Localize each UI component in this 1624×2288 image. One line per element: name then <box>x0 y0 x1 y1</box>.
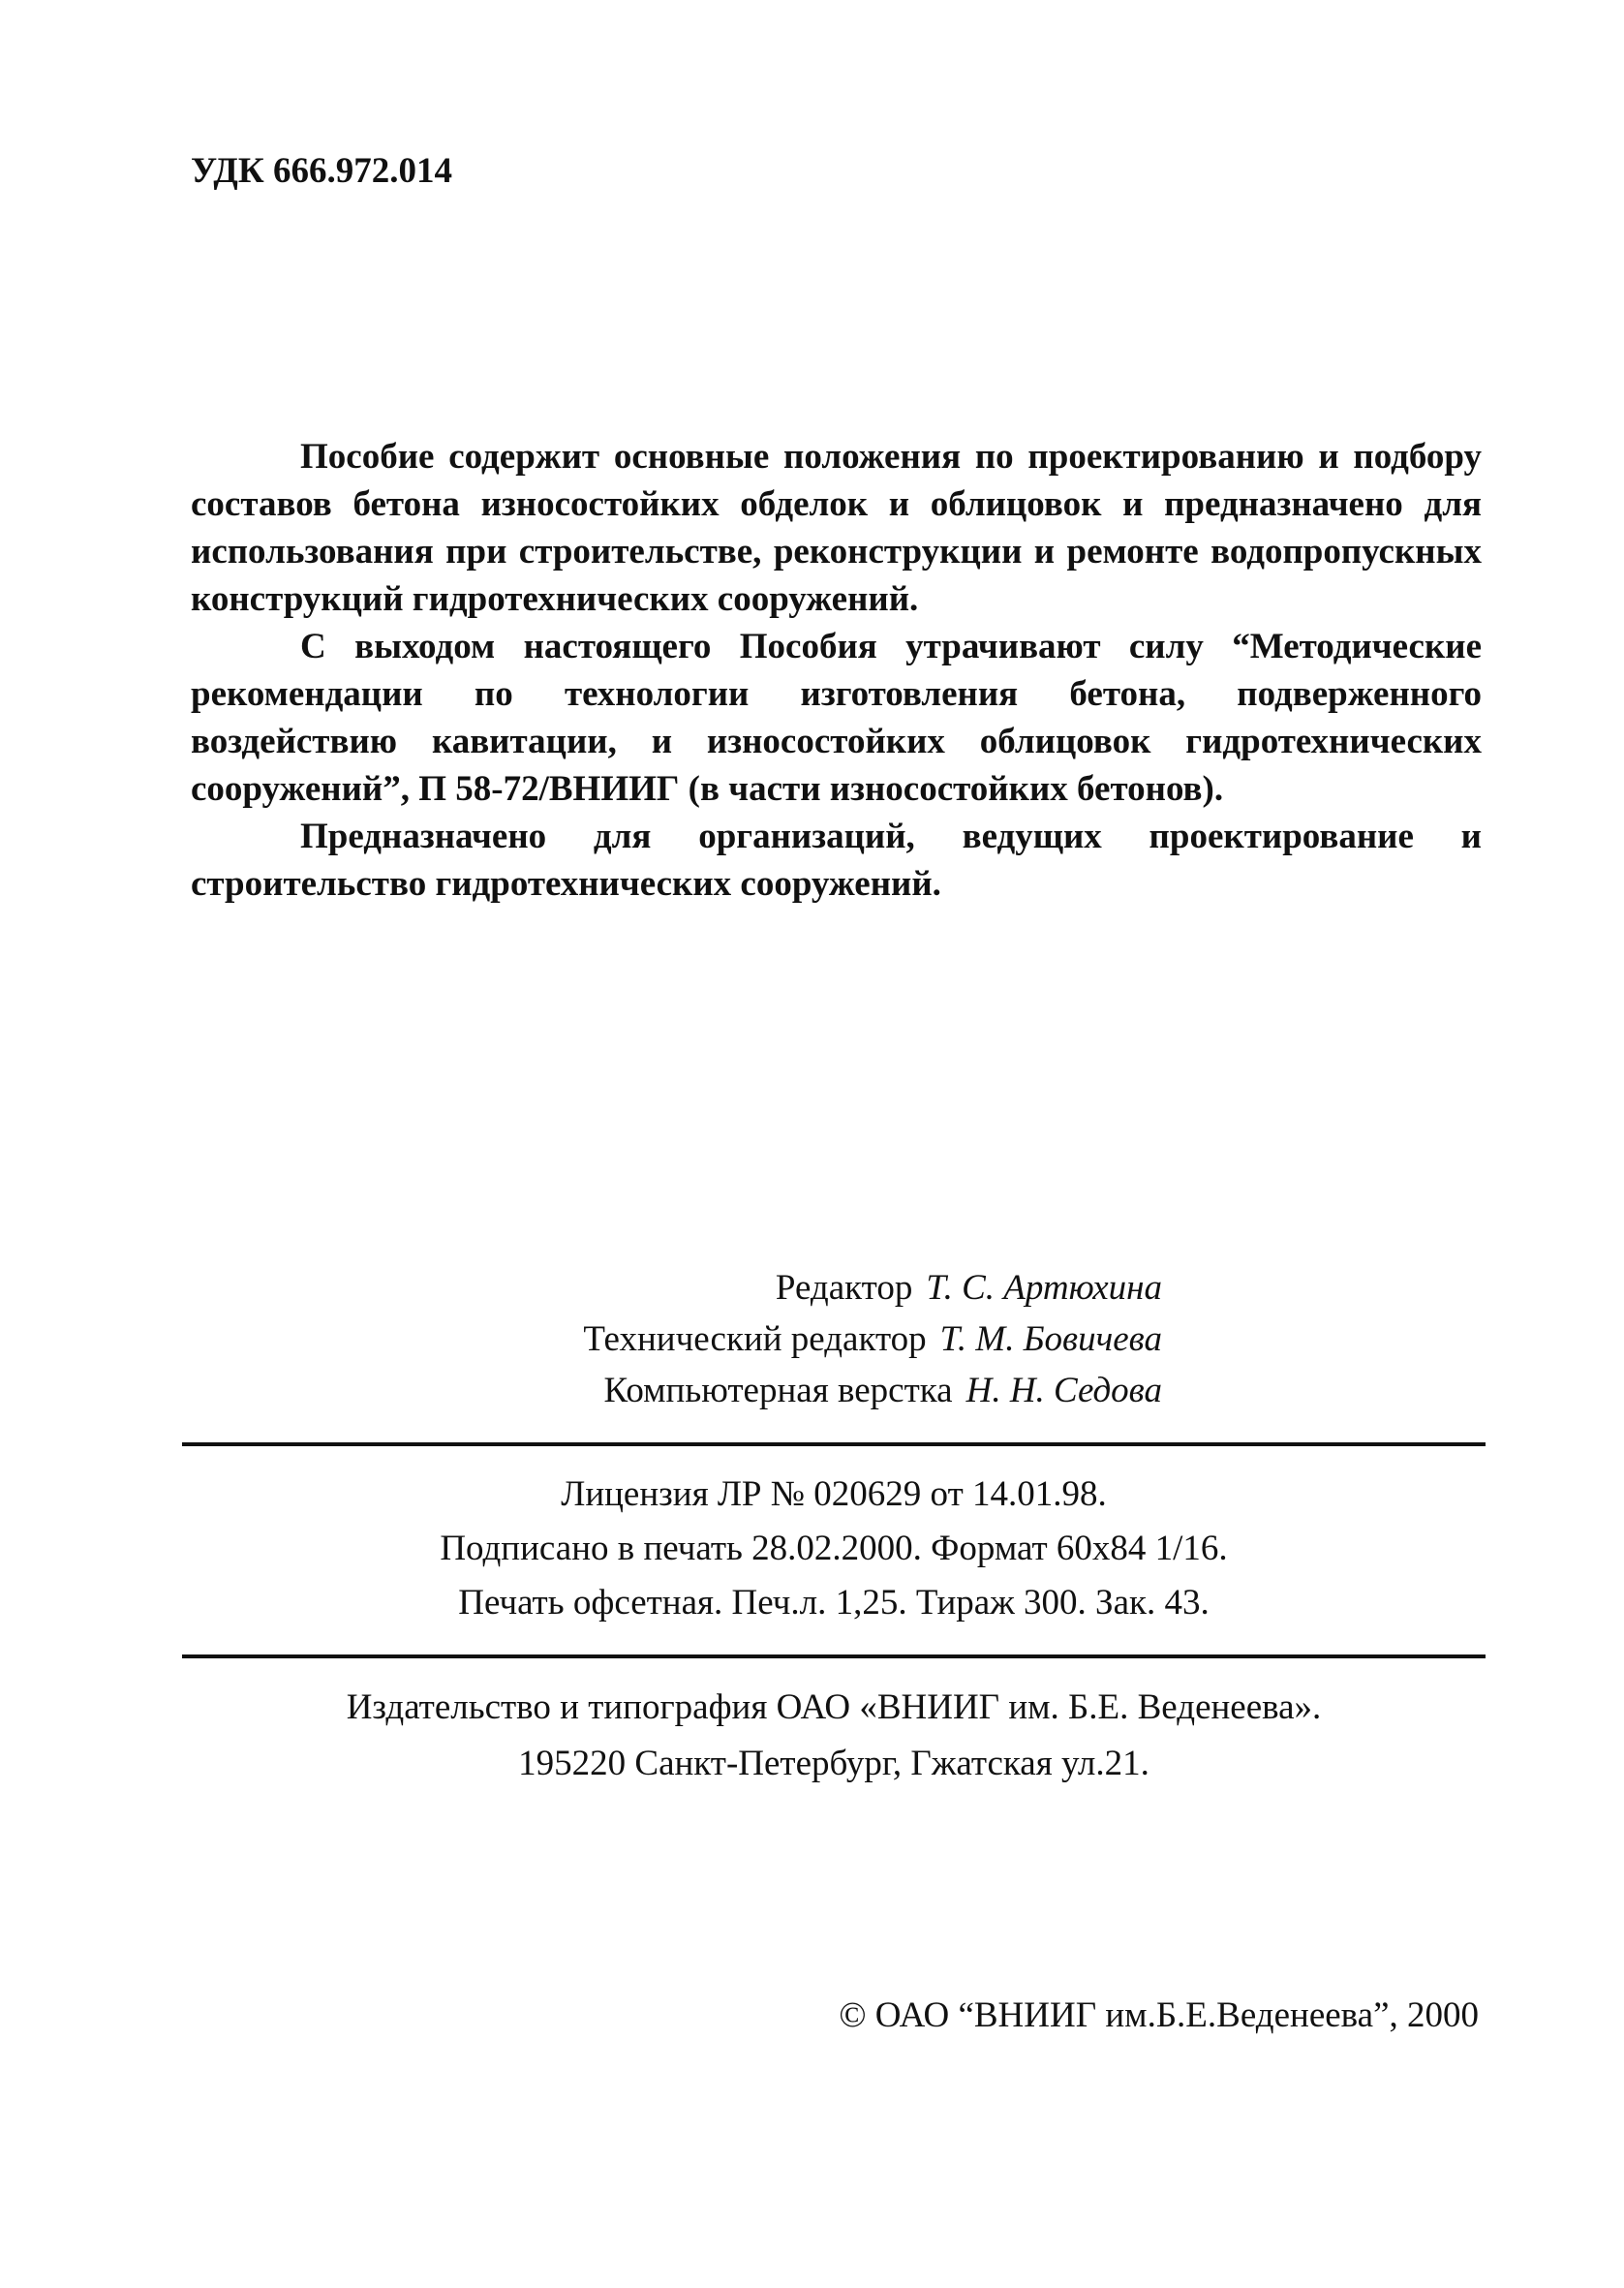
abstract-paragraph: С выходом настоящего Пособия утрачивают силу “Методические рекомендации по технологии изготовления бетона, подверженного воздействию кавитации, и износостойких облицовок гидротехнических сооружений”, П 58-72/ВНИИГ (в части износостойких бетонов). <box>191 627 1482 809</box>
divider-rule <box>182 1442 1486 1446</box>
credit-role: Редактор <box>775 1268 913 1308</box>
publisher-block <box>182 1680 1486 1792</box>
credit-technical-editor <box>583 1314 1162 1365</box>
udk-code: УДК 666.972.014 <box>191 151 452 191</box>
copyright-notice: © ОАО “ВНИИГ им.Б.Е.Веденеева”, 2000 <box>839 1995 1479 2035</box>
credit-layout <box>583 1365 1162 1416</box>
abstract <box>191 433 1482 908</box>
credits-block <box>583 1262 1162 1416</box>
credit-person: Т. С. Артюхина <box>926 1268 1162 1308</box>
abstract-paragraph: Пособие содержит основные положения по проектированию и подбору составов бетона износостойких обделок и облицовок и предназначено для использования при строительстве, реконструкции и ремонте водопропускных конструкций гидротехнических сооружений. <box>191 437 1482 619</box>
divider-rule <box>182 1654 1486 1658</box>
imprint-license: Лицензия ЛР № 020629 от 14.01.98. <box>561 1474 1107 1514</box>
credit-person: Н. Н. Седова <box>965 1371 1162 1410</box>
abstract-paragraph: Предназначено для организаций, ведущих проектирование и строительство гидротехнических сооружений. <box>191 817 1482 904</box>
credit-role: Технический редактор <box>583 1319 927 1359</box>
credit-person: Т. М. Бовичева <box>939 1319 1162 1359</box>
publisher-address: 195220 Санкт-Петербург, Гжатская ул.21. <box>518 1744 1149 1783</box>
credit-role: Компьютерная верстка <box>603 1371 953 1410</box>
publisher-name: Издательство и типография ОАО «ВНИИГ им. Б.Е. Веденеева». <box>346 1687 1322 1727</box>
credit-editor <box>583 1262 1162 1314</box>
imprint-block <box>182 1468 1486 1630</box>
imprint-signed: Подписано в печать 28.02.2000. Формат 60x84 1/16. <box>440 1529 1228 1568</box>
imprint-print-run: Печать офсетная. Печ.л. 1,25. Тираж 300. Зак. 43. <box>458 1583 1210 1623</box>
